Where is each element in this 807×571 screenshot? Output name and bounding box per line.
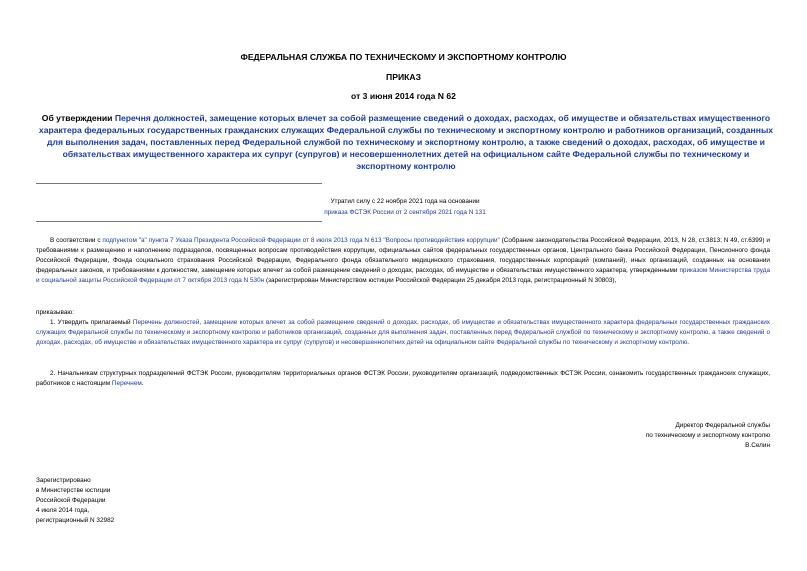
divider-top — [36, 183, 322, 184]
status-link[interactable]: приказа ФСТЭК России от 2 сентября 2021 года N 131 — [324, 209, 486, 216]
ordered-word: приказываю: — [36, 309, 74, 316]
title-link[interactable]: Перечня должностей, замещение которых влечет за собой размещение сведений о доходах, расходах, об имуществе и обязательствах имущественного характера федеральных государственных гражданских служащих Федеральной службы по техническому и экспортному контролю и работников организаций, созданных для выполнения задач, поставленных перед Федеральной службой по техническому и экспортному контролю, а также сведений о доходах, расходах, об имуществе и обязательствах имущественного характера их супруг (супругов) и несовершеннолетних детей на официальном сайте Федеральной службы по техническому и экспортному контролю — [38, 113, 774, 171]
doc-type-heading: ПРИКАЗ — [386, 72, 421, 82]
title-prefix: Об утверждении — [41, 113, 113, 123]
divider-bottom — [36, 221, 322, 222]
status-note — [300, 196, 510, 218]
p1-text-a: В соответствии с — [50, 237, 103, 244]
signature-block — [646, 421, 770, 451]
registration-line: Российской Федерации — [36, 496, 106, 504]
p1-link-order[interactable]: приказом Министерства труда и социальной защиты Российской Федерации от 7 октября 2013 года N 530н — [36, 266, 770, 284]
p3-text-b: . — [141, 379, 144, 387]
p3-link-list[interactable]: Перечнем — [111, 379, 142, 387]
p1-text-b: (Собрание законодательства Российской Федерации, 2013, N 28, ст.3813; N 49, ст.6399) и требованиями к размещению и наполнению подразделов, посвященных вопросам противодействия коррупции, официальных сайтов федеральных государственных органов, Центрального банка Российской Федерации, Пенсионного фонда Российской Федерации, Фонда социального страхования Российской Федерации, Федерального фонда обязательного медицинского страхования, государственных корпораций (компаний), иных организаций, созданных на основании федеральных законов, и требованиями к должностям, замещение которых влечет за собой размещение сведений о доходах, расходах, об имуществе и обязательствах имущественного характера, утвержденными — [36, 237, 770, 274]
paragraph-item-2 — [36, 369, 770, 389]
registration-line: Зарегистрировано — [36, 477, 91, 484]
registration-line: в Министерстве юстиции — [36, 486, 111, 494]
registration-block — [36, 476, 114, 526]
p2-text-b: . — [687, 338, 690, 346]
agency-heading: ФЕДЕРАЛЬНАЯ СЛУЖБА ПО ТЕХНИЧЕСКОМУ И ЭКСПОРТНОМУ КОНТРОЛЮ — [240, 52, 567, 62]
registration-line: 4 июля 2014 года, — [36, 506, 90, 514]
status-line: Утратил силу с 22 ноября 2021 года на основании — [330, 198, 480, 205]
doc-title — [36, 113, 776, 173]
p3-text-a: 2. Начальникам структурных подразделений ФСТЭК России, руководителям территориальных органов ФСТЭК России, руководителям организаций, подведомственных ФСТЭК России, ознакомить государственных гражданских служащих, работников с настоящим — [36, 370, 770, 387]
signature-title-1: Директор Федеральной службы — [675, 422, 770, 429]
p2-link-list[interactable]: Перечень должностей, замещение которых влечет за собой размещение сведений о доходах, расходах, об имуществе и обязательствах имущественного характера федеральных государственных гражданских служащих Федеральной службы по техническому и экспортному контролю и работников организаций, созданных для выполнения задач, поставленных перед Федеральной службой по техническому и экспортному контролю, а также сведений о доходах, расходах, об имуществе и обязательствах имущественного характера их супруг (супругов) и несовершеннолетних детей на официальном сайте Федеральной службы по техническому и экспортному контролю — [36, 319, 771, 346]
signature-title-2: по техническому и экспортному контролю — [645, 432, 770, 439]
p1-link-decree[interactable]: подпунктом "а" пункта 7 Указа Президента Российской Федерации от 8 июля 2013 года N 613 "Вопросы противодействия коррупции" — [102, 237, 500, 244]
p1-text-c: (зарегистрирован Министерством юстиции Российской Федерации 25 декабря 2013 года, регистрационный N 30803), — [264, 276, 617, 284]
order-date: от 3 июня 2014 года N 62 — [351, 91, 456, 101]
paragraph-item-1 — [36, 318, 770, 348]
signature-name: В.Селин — [745, 442, 770, 449]
p2-text-a: 1. Утвердить прилагаемый — [50, 319, 133, 326]
paragraph-basis — [36, 236, 770, 286]
registration-line: регистрационный N 32982 — [36, 516, 115, 524]
